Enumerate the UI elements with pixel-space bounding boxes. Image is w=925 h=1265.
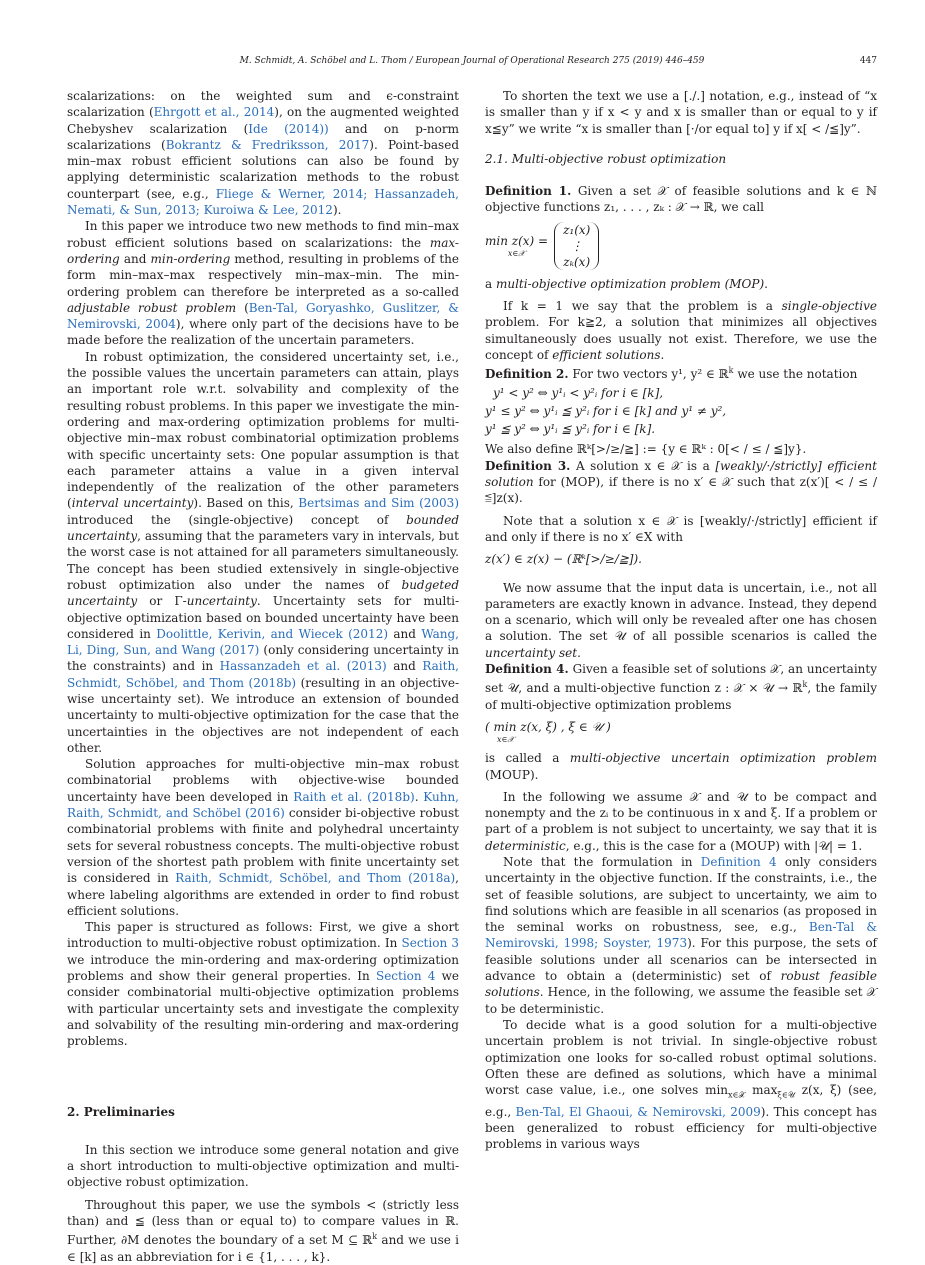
- text-run: , assuming that the parameters vary in intervals, but the worst case is not attained for all parameters simultaneously. The concept has been studied extensively in single-objective robust optimization also under the names of: [67, 529, 459, 592]
- eq-top: z₁(x): [563, 222, 591, 237]
- eq-lhs: min z(x) =: [485, 234, 549, 249]
- text-run: If k = 1 we say that the problem is a: [503, 299, 782, 314]
- citation-link[interactable]: Raith, Schmidt, Schöbel, and Thom (2018b): [67, 659, 459, 690]
- emphasis: bounded uncertainty: [67, 512, 459, 544]
- citation-link[interactable]: Ehrgott et al., 2014: [153, 105, 275, 120]
- citation-link[interactable]: Bertsimas and Sim (2003): [298, 496, 459, 511]
- equation-dominance: z(x′) ∈ z(x) − (ℝᵏ[>/≥/≧]).: [485, 552, 642, 567]
- page-number: 447: [859, 56, 877, 66]
- section-heading: 2. Preliminaries: [67, 1104, 175, 1119]
- definition-label: Definition 4.: [485, 662, 569, 677]
- emphasis: [weakly/·/strictly] efficient solution: [485, 458, 877, 490]
- citation-link[interactable]: Kuhn, Raith, Schmidt, and Schöbel (2016): [67, 789, 459, 821]
- definition-4: [485, 661, 877, 713]
- text-run: ), where only part of the decisions have to be made before the realization of the uncertain parameters.: [67, 317, 459, 348]
- text-run: .: [764, 276, 768, 291]
- text-run: A solution x ∈ 𝒳 is a: [570, 458, 716, 473]
- text-run: ). Point-based min–max robust efficient solutions can also be found by applying deterministic scalarization methods to the robust counterpart (see, e.g.,: [67, 137, 459, 201]
- definition-label: Definition 3.: [485, 458, 571, 473]
- citation-link[interactable]: Ben-Tal, El Ghaoui, & Nemirovski, 2009: [515, 1104, 761, 1119]
- emphasis: uncertainty set: [485, 645, 578, 660]
- equation-mop: [485, 222, 877, 270]
- text-run: and: [386, 659, 423, 674]
- eq-family: ( min z(x, ξ) , ξ ∈ 𝒰 ): [485, 719, 611, 734]
- text-run: or Γ-: [137, 594, 187, 609]
- right-column: [485, 88, 877, 1153]
- text-run: ), on the augmented weighted Chebyshev scalarization (: [67, 105, 460, 136]
- paragraph: [67, 756, 459, 919]
- text-run: Note that the formulation in: [503, 854, 701, 869]
- paragraph: [485, 298, 877, 363]
- citation-link[interactable]: Section 4: [375, 969, 436, 984]
- paragraph: [485, 750, 877, 783]
- superscript: k: [802, 680, 808, 690]
- text-run: .: [660, 347, 665, 362]
- citation-link[interactable]: Hassanzadeh et al. (2013): [219, 659, 387, 674]
- text-run: This paper is structured as follows: First, we give a short introduction to multi-objective robust optimization. In: [67, 920, 459, 951]
- citation-link[interactable]: Section 3: [401, 936, 460, 951]
- emphasis: multi-objective optimization problem (MOP): [495, 276, 765, 291]
- text-run: max: [745, 1083, 778, 1098]
- text-run: Solution approaches for multi-objective min–max robust combinatorial problems with objective-wise bounded uncertainty have been developed in: [67, 757, 459, 804]
- text-run: To decide what is a good solution for a multi-objective uncertain problem is not trivial. In single-objective robust optimization one looks for so-called robust optimal solutions. Often these are defined as solutions, which have a minimal worst case value, i.e., one solves min: [485, 1017, 877, 1098]
- paragraph: [485, 580, 877, 661]
- text-run: problem. For k≧2, a solution that minimizes all objectives simultaneously does usually not exist. Therefore, we use the concept of: [485, 315, 877, 362]
- subsection-heading: 2.1. Multi-objective robust optimization: [485, 151, 727, 166]
- paragraph: [67, 919, 459, 1049]
- definition-3: [485, 458, 877, 507]
- citation-link[interactable]: Fliege & Werner, 2014; Hassanzadeh, Nemati, & Sun, 2013; Kuroiwa & Lee, 2012: [67, 186, 460, 218]
- equation-line: y¹ ≦ y² ⇔ y¹ᵢ ≦ y²ᵢ for i ∈ [k].: [485, 422, 656, 437]
- superscript: k: [728, 366, 734, 376]
- equation-moup: [485, 719, 877, 744]
- emphasis: budgeted uncertainty: [67, 577, 459, 609]
- paragraph: [485, 276, 877, 292]
- citation-link[interactable]: Ide (2014)): [248, 121, 329, 136]
- emphasis: efficient solutions: [552, 347, 661, 362]
- text-run: In this section we introduce some general notation and give a short introduction to multi-objective optimization and multi-objective robust optimization.: [67, 1142, 459, 1190]
- text-run: we use the notation: [733, 367, 858, 382]
- text-run: Throughout this paper, we use the symbols < (strictly less than) and ≦ (less than or equal to) to compare values in ℝ. Further, ∂M denotes the boundary of a set M ⊆ ℝ: [67, 1197, 459, 1248]
- text-run: a: [485, 276, 496, 291]
- paragraph: [67, 349, 459, 756]
- paragraph: [67, 1142, 459, 1191]
- text-run: In the following we assume 𝒳 and 𝒰 to be compact and nonempty and the zᵢ to be continuous in x and ξ. If a problem or part of a problem is not subject to uncertainty, we say that it is: [485, 789, 877, 837]
- text-run: . Uncertainty sets for multi-objective optimization based on bounded uncertainty have been considered in: [67, 594, 459, 641]
- paragraph: [485, 1017, 877, 1153]
- text-run: ). This concept has been generalized to robust efficiency for multi-objective problems in various ways: [485, 1104, 877, 1152]
- paragraph: [485, 513, 877, 546]
- citation-link[interactable]: Raith, Schmidt, Schöbel, and Thom (2018a): [175, 871, 456, 886]
- subscript: ξ∈𝒰: [777, 1090, 795, 1100]
- text-run: ). Based on this,: [193, 496, 299, 511]
- text-run: To shorten the text we use a [./.] notation, e.g., instead of “x is smaller than y if x < y and x is smaller than or equal to y if x≦y” we write “x is smaller than [·/or equal to] y if x[ < /≦]y”.: [485, 89, 877, 136]
- text-run: , e.g., this is the case for a (MOUP) with |𝒰| = 1.: [565, 838, 863, 853]
- text-run: (resulting in an objective-wise uncertainty set). We introduce an extension of bounded uncertainty to multi-objective optimization for the case that the uncertainties in the objectives are not independent of each other.: [67, 675, 459, 755]
- left-column: [67, 88, 459, 1265]
- text-run: z(x, ξ) (see, e.g.,: [485, 1083, 877, 1119]
- emphasis: deterministic: [485, 838, 566, 853]
- text-run: is called a: [485, 751, 570, 766]
- text-run: we consider combinatorial multi-objective optimization problems with particular uncertainty sets and investigate the complexity and solvability of the resulting min-ordering and max-ordering problems.: [67, 969, 460, 1049]
- superscript: k: [372, 1232, 378, 1242]
- text-run: and: [388, 626, 422, 641]
- running-title: M. Schmidt, A. Schöbel and L. Thom / European Journal of Operational Research 275 (2019) 446–459: [239, 56, 705, 66]
- emphasis: adjustable robust problem: [67, 300, 237, 315]
- paragraph: [485, 789, 877, 854]
- text-run: we introduce the min-ordering and max-ordering optimization problems and show their general properties. In: [67, 952, 459, 984]
- paragraph: [67, 88, 459, 218]
- text-run: (only considering uncertainty in the constraints) and in: [67, 643, 459, 674]
- definition-label: Definition 2.: [485, 367, 569, 382]
- definition-label: Definition 1.: [485, 184, 572, 199]
- emphasis: min-ordering: [150, 251, 231, 266]
- text-run: only considers uncertainty in the objective function. If the constraints, i.e., the set of feasible solutions, are subject to uncertainty, we aim to find solutions which are feasible in all scenarios (as proposed in the seminal works on robustness, see, e.g.,: [485, 854, 877, 935]
- citation-link[interactable]: Raith et al. (2018b): [293, 789, 415, 804]
- subscript: x∈𝒳: [728, 1090, 746, 1100]
- text-run: scalarizations: on the weighted sum and ϵ-constraint scalarization (: [67, 89, 459, 120]
- equation-line: y¹ < y² ⇔ y¹ᵢ < y²ᵢ for i ∈ [k],: [493, 385, 664, 400]
- text-run: (: [236, 300, 249, 315]
- citation-link[interactable]: Definition 4: [700, 854, 777, 869]
- emphasis: max-ordering: [67, 235, 459, 266]
- paragraph: [67, 218, 459, 348]
- text-run: Given a set 𝒳 of feasible solutions and k ∈ ℕ objective functions z₁, . . . , zₖ : 𝒳 → ℝ, we call: [485, 184, 877, 215]
- text-run: .: [414, 789, 424, 804]
- emphasis: multi-objective uncertain optimization problem: [569, 751, 877, 766]
- paragraph: [485, 854, 877, 1017]
- emphasis: single-objective: [781, 299, 877, 314]
- citation-link[interactable]: Bokrantz & Fredriksson, 2017: [165, 137, 370, 152]
- text-run: , where labeling algorithms are extended in order to find robust efficient solutions.: [67, 871, 459, 918]
- citation-link[interactable]: Doolittle, Kerivin, and Wiecek (2012): [156, 626, 389, 641]
- paragraph: We also define ℝᵏ[>/≥/≧] := {y ∈ ℝᵏ : 0[< / ≤ / ≦]y}.: [485, 442, 807, 457]
- text-run: for (MOP), if there is no x′ ∈ 𝒳 such that z(x′)[ < / ≤ /≦]z(x).: [485, 475, 877, 506]
- text-run: and on p-norm scalarizations (: [67, 121, 460, 152]
- text-run: .: [577, 645, 581, 660]
- text-run: ).: [332, 203, 342, 218]
- citation-link[interactable]: Ben-Tal & Nemirovski, 1998; Soyster, 1973: [485, 920, 877, 951]
- citation-link[interactable]: Wang, Li, Ding, Sun, and Wang (2017): [67, 626, 459, 658]
- text-run: and: [119, 251, 151, 266]
- paragraph: [67, 1197, 459, 1265]
- emphasis: interval uncertainty: [71, 496, 194, 511]
- text-run: introduced the (single-objective) concept of: [67, 512, 407, 527]
- eq-family-sub: x∈𝒳: [497, 735, 515, 745]
- text-run: In this paper we introduce two new methods to find min–max robust efficient solutions based on scalarizations: the: [67, 219, 459, 250]
- text-run: Note that a solution x ∈ 𝒳 is [weakly/·/strictly] efficient if and only if there is no x′ ∈X with: [485, 513, 877, 544]
- eq-mid: ⋮: [570, 238, 583, 253]
- text-run: consider bi-objective robust combinatorial problems with finite and polyhedral uncertainty sets for several robustness concepts. The multi-objective robust version of the shortest path problem with finite uncertainty set is considered in: [67, 806, 459, 886]
- text-run: (MOUP).: [485, 767, 539, 782]
- text-run: In robust optimization, the considered uncertainty set, i.e., the possible values the uncertain parameters can attain, plays an important role w.r.t. solvability and complexity of the resulting robust problems. In this paper we investigate the min-ordering and max-ordering optimization problems for multi-objective min–max robust combinatorial optimization problems with specific uncertainty sets: One popular assumption is that each parameter attains a value in a given interval independently of the realization of the other parameters (: [67, 349, 459, 511]
- eq-bot: zₖ(x): [563, 254, 591, 269]
- equation-line: y¹ ≤ y² ⇔ y¹ᵢ ≦ y²ᵢ for i ∈ [k] and y¹ ≠ y²,: [485, 403, 727, 418]
- citation-link[interactable]: Ben-Tal, Goryashko, Guslitzer, & Nemirovski, 2004: [67, 300, 459, 332]
- text-run: For two vectors y¹, y² ∈ ℝ: [568, 367, 729, 382]
- eq-lhs-sub: x∈𝒳: [507, 249, 526, 259]
- emphasis: robust feasible solutions: [485, 969, 877, 1000]
- text-run: and we use i ∈ [k] as an abbreviation for i ∈ {1, . . . , k}.: [67, 1233, 459, 1264]
- definition-1: [485, 183, 877, 216]
- text-run: ). For this purpose, the sets of feasible solutions under all scenarios can be intersected in advance to obtain a (deterministic) set of: [485, 936, 877, 984]
- text-run: method, resulting in problems of the form min–max–max respectively min–max–min. The min-ordering problem can therefore be interpreted as a so-called: [67, 251, 459, 299]
- running-header: [67, 56, 877, 70]
- text-run: Given a feasible set of solutions 𝒳, an uncertainty set 𝒰, and a multi-objective function z : 𝒳 × 𝒰 → ℝ: [485, 662, 877, 696]
- text-run: , the family of multi-objective optimization problems: [485, 681, 878, 712]
- definition-2: [485, 363, 877, 382]
- text-run: We now assume that the input data is uncertain, i.e., not all parameters are exactly known in advance. Instead, they depend on a scenario, which will only be revealed after one has chosen a solution. The set 𝒰 of all possible scenarios is called the: [485, 580, 877, 644]
- emphasis: uncertainty: [186, 594, 257, 609]
- text-run: . Hence, in the following, we assume the feasible set 𝒳 to be deterministic.: [485, 985, 877, 1016]
- paragraph: [485, 88, 877, 137]
